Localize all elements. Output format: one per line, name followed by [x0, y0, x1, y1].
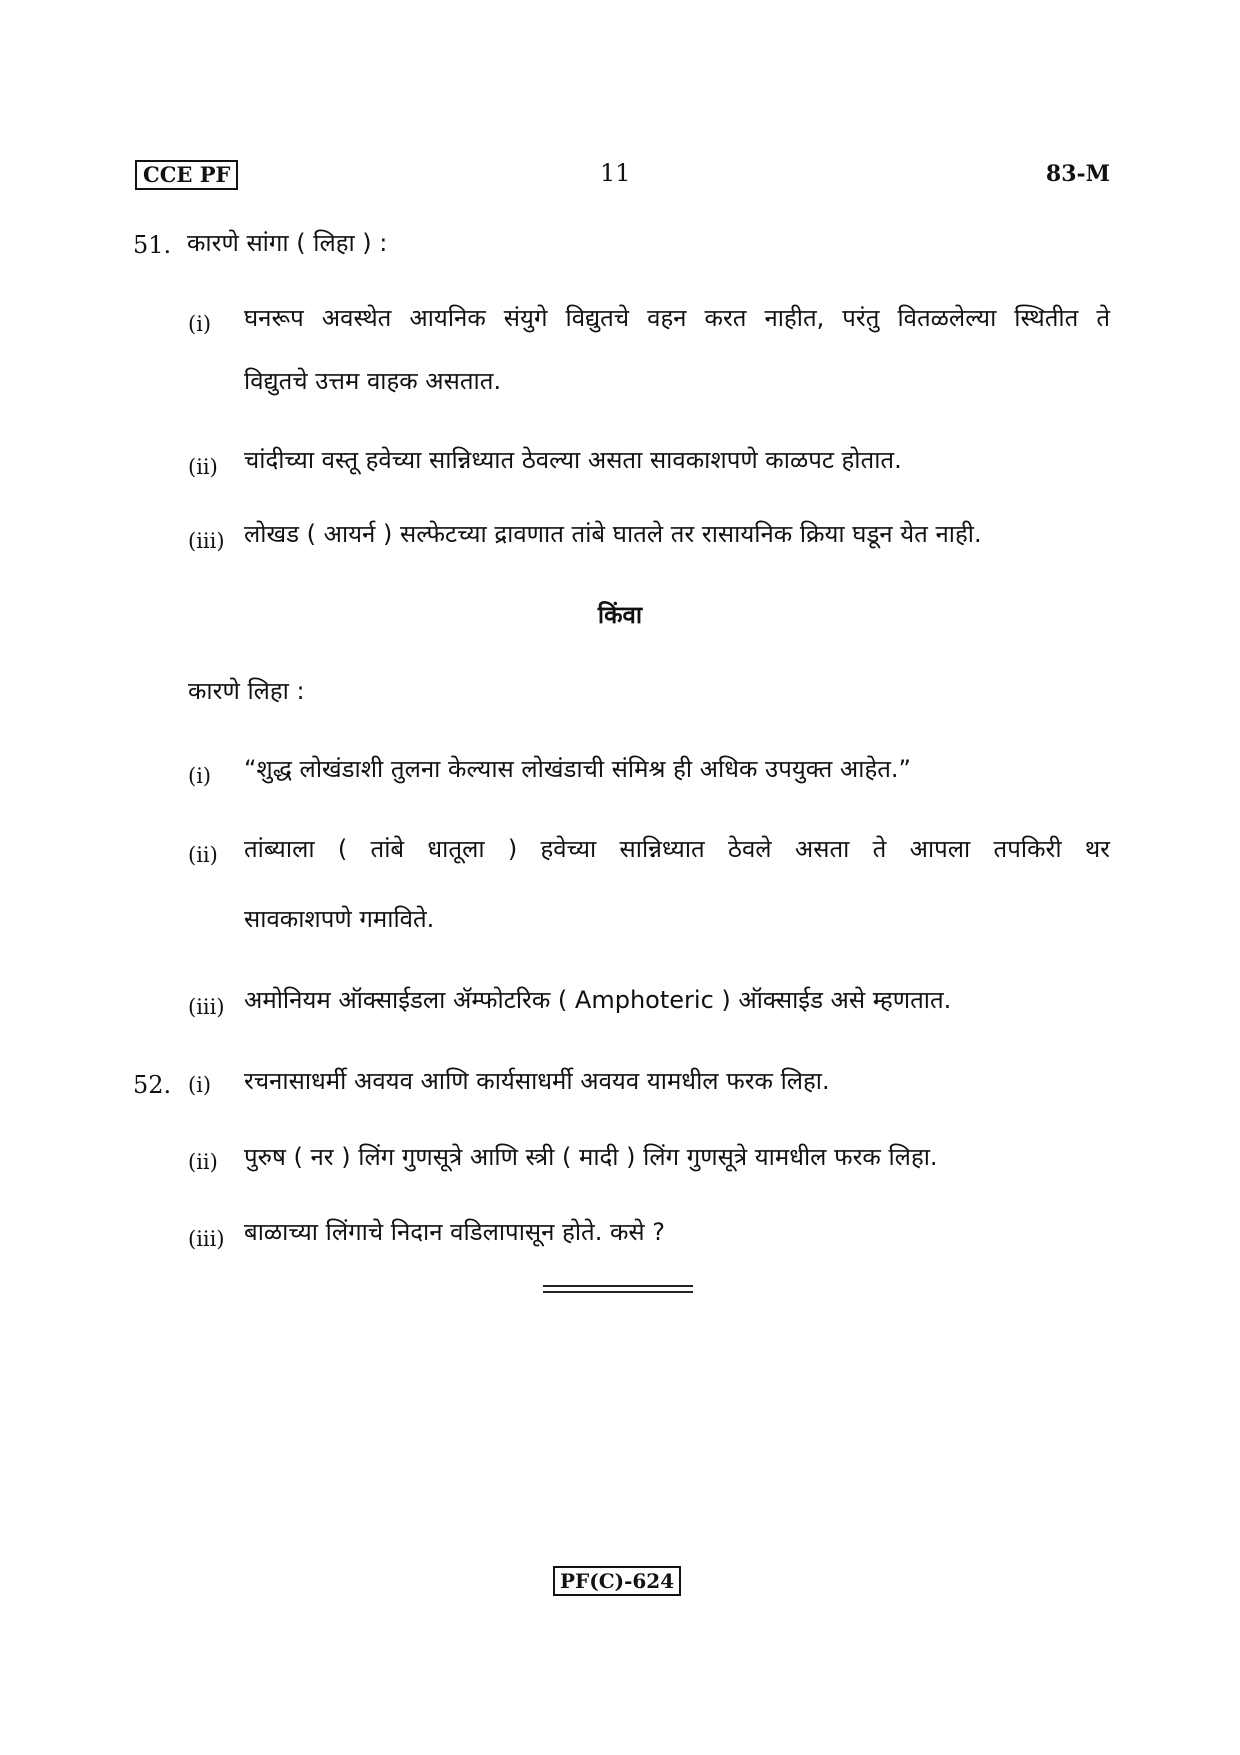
paper-code: 83-M: [1045, 161, 1110, 187]
footer-code-box: PF(C)-624: [553, 1566, 681, 1596]
end-rule-bottom: [543, 1291, 693, 1293]
question-number-52: 52.: [133, 1071, 172, 1099]
item-text-line: तांब्याला ( तांबे धातूला ) हवेच्या सान्निध्यात ठेवले असता ते आपला तपकिरी थर: [244, 835, 1110, 863]
item-text-line: बाळाच्या लिंगाचे निदान वडिलापासून होते. कसे ?: [244, 1218, 666, 1246]
item-text-line: पुरुष ( नर ) लिंग गुणसूत्रे आणि स्त्री ( मादी ) लिंग गुणसूत्रे यामधील फरक लिहा.: [244, 1143, 938, 1171]
item-label: (iii): [188, 995, 225, 1019]
item-text-line: विद्युतचे उत्तम वाहक असतात.: [244, 367, 502, 395]
item-text-line: घनरूप अवस्थेत आयनिक संयुगे विद्युतचे वहन करत नाहीत, परंतु वितळलेल्या स्थितीत ते: [244, 304, 1110, 332]
question-51-prompt: कारणे सांगा ( लिहा ) :: [187, 229, 388, 257]
item-text-line: सावकाशपणे गमाविते.: [244, 905, 435, 933]
item-label: (iii): [188, 1227, 225, 1251]
page-number: 11: [600, 159, 631, 187]
item-label: (ii): [188, 1150, 218, 1174]
or-heading: किंवा: [597, 601, 643, 629]
item-text-line: अमोनियम ऑक्साईडला ॲम्फोटरिक ( Amphoteric ) ऑक्साईड असे म्हणतात.: [244, 986, 952, 1014]
item-label: (iii): [188, 529, 225, 553]
item-label: (ii): [188, 843, 218, 867]
question-number-51: 51.: [133, 231, 172, 259]
header-code-box: CCE PF: [135, 160, 238, 190]
item-text-line: चांदीच्या वस्तू हवेच्या सान्निध्यात ठेवल्या असता सावकाशपणे काळपट होतात.: [244, 446, 902, 474]
item-text-line: रचनासाधर्मी अवयव आणि कार्यसाधर्मी अवयव यामधील फरक लिहा.: [244, 1067, 830, 1095]
item-label: (ii): [188, 455, 218, 479]
alternative-prompt: कारणे लिहा :: [188, 677, 305, 705]
item-label: (i): [188, 1073, 212, 1097]
item-text-line: लोखड ( आयर्न ) सल्फेटच्या द्रावणात तांबे घातले तर रासायनिक क्रिया घडून येत नाही.: [244, 520, 982, 548]
item-label: (i): [188, 312, 212, 336]
item-text-line: “शुद्ध लोखंडाशी तुलना केल्यास लोखंडाची संमिश्र ही अधिक उपयुक्त आहेत.”: [244, 755, 911, 783]
item-label: (i): [188, 764, 212, 788]
end-rule-top: [543, 1285, 693, 1287]
